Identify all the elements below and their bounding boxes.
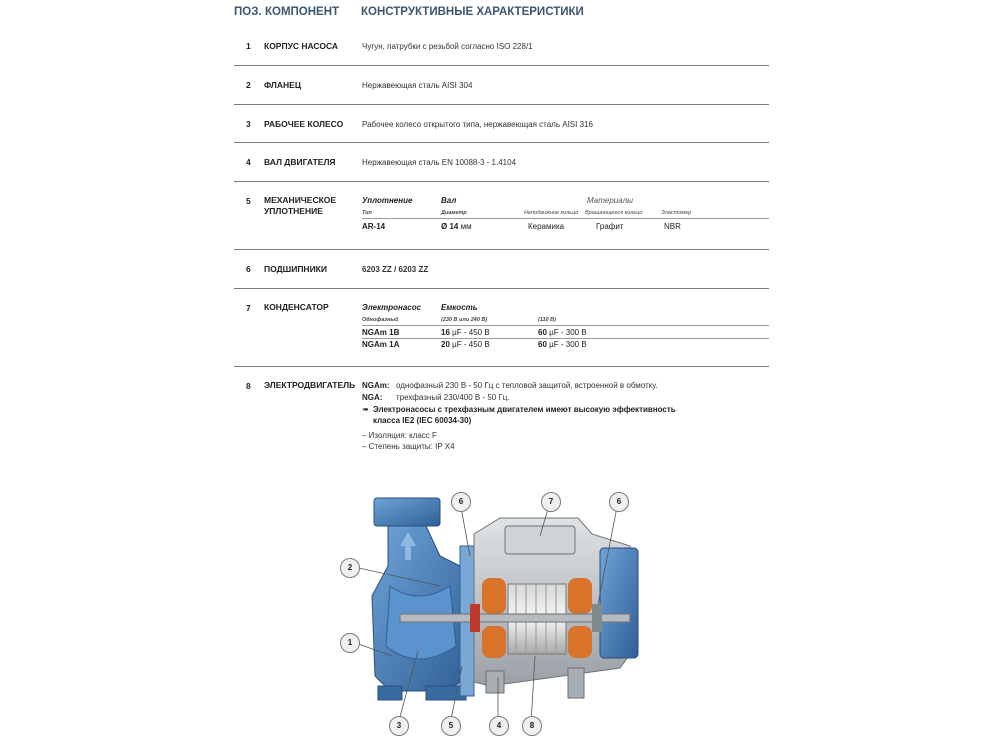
component-description: Нержавеющая сталь AISI 304 <box>362 81 473 90</box>
row-number: 2 <box>246 80 251 90</box>
row-divider <box>234 249 769 250</box>
seal-type-value: AR-14 <box>362 222 386 231</box>
row-divider <box>234 65 769 66</box>
capacity-header: Емкость <box>441 303 478 312</box>
pump-header: Электронасос <box>362 303 422 312</box>
capacitance-unit: μF - 450 В <box>452 340 490 349</box>
capacitor-subheader-divider <box>362 325 769 326</box>
component-name-line1: МЕХАНИЧЕСКОЕ <box>264 195 337 205</box>
stationary-ring-value: Керамика <box>528 222 565 231</box>
protection-class: – Степень защиты: IP X4 <box>362 442 455 451</box>
callout-6-left: 6 <box>451 492 471 512</box>
row-1 <box>234 41 769 53</box>
capacitance-number: 60 <box>538 328 547 337</box>
callout-5: 5 <box>441 716 461 736</box>
shaft-diameter-subheader: Диаметр <box>441 210 467 216</box>
callout-7: 7 <box>541 492 561 512</box>
capacitance-unit: μF - 450 В <box>452 328 490 337</box>
row-2 <box>234 80 769 92</box>
header-component: КОМПОНЕНТ <box>265 6 340 18</box>
callout-1: 1 <box>340 633 360 653</box>
component-name: КОРПУС НАСОСА <box>264 41 339 51</box>
shaft-header: Вал <box>441 196 457 205</box>
component-name: КОНДЕНСАТОР <box>264 302 329 312</box>
stationary-ring-subheader: Неподвижное кольцо <box>524 210 579 216</box>
component-name: РАБОЧЕЕ КОЛЕСО <box>264 119 344 129</box>
efficiency-note-line1: Электронасосы с трехфазным двигателем имеют высокую эффективность <box>373 405 676 414</box>
capacitance-unit: μF - 300 В <box>549 328 587 337</box>
callout-4: 4 <box>489 716 509 736</box>
capacitor-110-value <box>538 340 587 349</box>
callout-8: 8 <box>522 716 542 736</box>
capacitor-230-value <box>441 340 490 349</box>
rotating-ring-value: Графит <box>596 222 624 231</box>
row-number: 5 <box>246 196 251 206</box>
row-3 <box>234 119 769 131</box>
row-divider <box>234 366 769 367</box>
component-description: 6203 ZZ / 6203 ZZ <box>362 265 429 274</box>
row-divider <box>234 142 769 143</box>
capacitor-model: NGAm 1B <box>362 328 400 337</box>
capacitance-number: 60 <box>538 340 547 349</box>
component-description: Чугун, патрубки с резьбой согласно ISO 228/1 <box>362 42 533 51</box>
voltage-230-subheader: (230 В или 240 В) <box>441 317 488 323</box>
row-7 <box>234 302 769 354</box>
capacitor-110-value <box>538 328 587 337</box>
elastomer-value: NBR <box>664 222 681 231</box>
row-8 <box>234 380 769 455</box>
row-divider <box>234 288 769 289</box>
efficiency-note-line2: класса IE2 (IEC 60034-30) <box>373 416 472 425</box>
seal-subheader-divider <box>362 218 769 219</box>
row-number: 3 <box>246 119 251 129</box>
shaft-diameter-value <box>441 222 472 231</box>
row-number: 4 <box>246 157 251 167</box>
capacitance-number: 20 <box>441 340 450 349</box>
component-name-line2: УПЛОТНЕНИЕ <box>264 206 323 216</box>
single-phase-subheader: Однофазный <box>362 317 399 323</box>
component-name: ЭЛЕКТРОДВИГАТЕЛЬ <box>264 380 356 390</box>
component-description: Рабочее колесо открытого типа, нержавеющая сталь AISI 316 <box>362 120 593 129</box>
arrow-icon: ➠ <box>362 405 369 414</box>
rear-bearing <box>592 604 602 632</box>
materials-header: Материалы <box>587 196 633 205</box>
elastomer-subheader: Эластомер <box>661 210 692 216</box>
row-number: 1 <box>246 41 251 51</box>
header-pos: ПОЗ. <box>234 6 262 18</box>
callout-6-right: 6 <box>609 492 629 512</box>
nga-text: трехфазный 230/400 В - 50 Гц. <box>396 393 510 402</box>
rotating-ring-subheader: Вращающееся кольцо <box>585 210 643 216</box>
capacitor-row-divider <box>362 338 769 339</box>
row-4 <box>234 157 769 169</box>
header-characteristics: КОНСТРУКТИВНЫЕ ХАРАКТЕРИСТИКИ <box>361 6 584 18</box>
ngam-label: NGAm: <box>362 381 390 390</box>
component-name: ВАЛ ДВИГАТЕЛЯ <box>264 157 336 167</box>
row-number: 6 <box>246 264 251 274</box>
capacitor-230-value <box>441 328 490 337</box>
capacitance-number: 16 <box>441 328 450 337</box>
row-divider <box>234 104 769 105</box>
row-divider <box>234 181 769 182</box>
callout-2: 2 <box>340 558 360 578</box>
callout-3: 3 <box>389 716 409 736</box>
shaft-diameter-number: Ø 14 <box>441 222 459 231</box>
seal-header: Уплотнение <box>362 196 413 205</box>
component-name: ФЛАНЕЦ <box>264 80 302 90</box>
insulation-class: – Изоляция: класс F <box>362 431 437 440</box>
front-bearing <box>470 604 480 632</box>
seal-type-subheader: Тип <box>362 210 372 216</box>
pump-casing <box>372 498 474 700</box>
row-5 <box>234 195 769 245</box>
capacitance-unit: μF - 300 В <box>549 340 587 349</box>
row-6 <box>234 264 769 276</box>
nga-label: NGA: <box>362 393 383 402</box>
pump-cutaway-diagram <box>330 486 650 744</box>
capacitor-model: NGAm 1A <box>362 340 400 349</box>
row-number: 7 <box>246 303 251 313</box>
component-name: ПОДШИПНИКИ <box>264 264 327 274</box>
component-description: Нержавеющая сталь EN 10088-3 - 1.4104 <box>362 158 517 167</box>
ngam-text: однофазный 230 В - 50 Гц с тепловой защитой, встроенной в обмотку. <box>396 381 658 390</box>
shaft-diameter-unit: мм <box>460 222 472 231</box>
voltage-110-subheader: (110 В) <box>538 317 556 323</box>
row-number: 8 <box>246 381 251 391</box>
